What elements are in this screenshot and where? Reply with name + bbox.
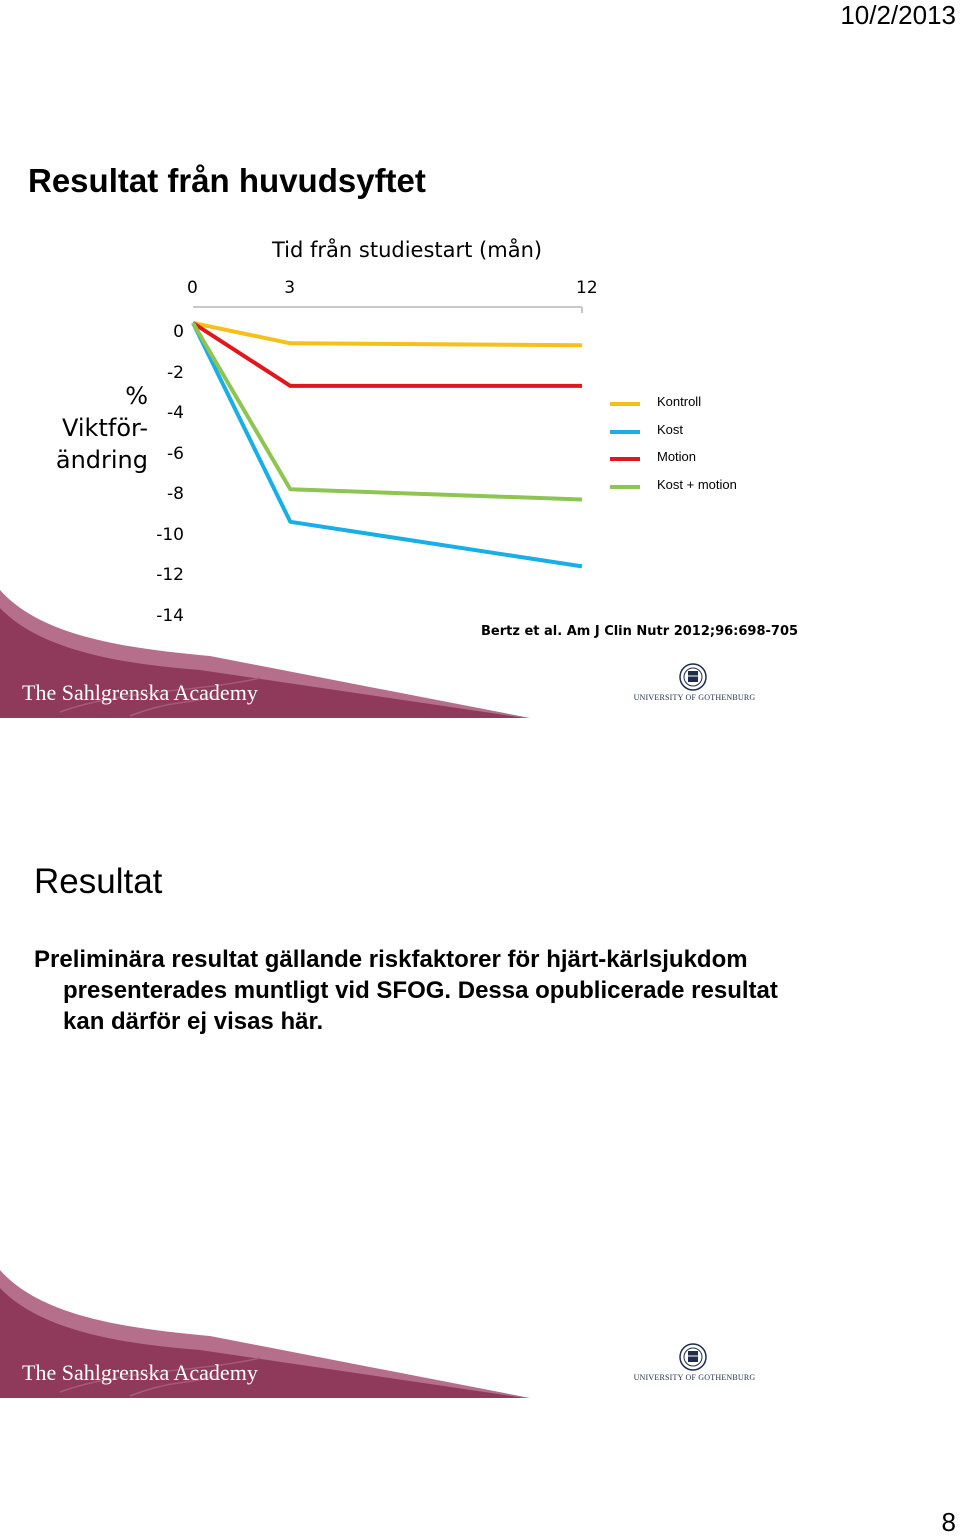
university-logo	[632, 1342, 757, 1382]
y-tick-label: -8	[167, 484, 184, 505]
sahlgrenska-wordmark: The Sahlgrenska Academy	[22, 680, 258, 705]
legend-label: Motion	[657, 449, 697, 464]
sahlgrenska-wordmark: The Sahlgrenska Academy	[22, 1360, 258, 1385]
citation: Bertz et al. Am J Clin Nutr 2012;96:698-705	[481, 624, 799, 639]
page-number: 8	[941, 1507, 956, 1537]
legend-swatch	[610, 485, 640, 489]
footer-band-slide1	[0, 580, 960, 720]
university-seal-icon	[632, 662, 757, 694]
legend-swatch	[610, 457, 640, 461]
series-line-4	[193, 323, 582, 500]
university-seal-icon	[632, 1342, 757, 1374]
series-line-3	[193, 323, 582, 386]
y-tick-label: 0	[173, 322, 184, 342]
legend-swatch	[610, 402, 640, 406]
y-tick-label: -12	[156, 565, 184, 586]
y-tick-label: -4	[167, 403, 184, 424]
y-tick-label: -2	[167, 362, 184, 383]
footer-band-slide2	[0, 1260, 960, 1400]
university-name: UNIVERSITY OF GOTHENBURG	[633, 1373, 756, 1382]
university-logo	[632, 662, 757, 702]
y-axis-label: % Viktför-ändring	[55, 382, 148, 474]
slide2-body-text: Preliminära resultat gällande riskfaktorer för hjärt-kärlsjukdom presenterades muntligt vid SFOG. Dessa opublicerade resultat kan därför ej visas här.	[34, 946, 778, 1035]
y-tick-label: -6	[167, 443, 184, 464]
series-group	[193, 323, 582, 566]
y-tick-label: -14	[156, 606, 184, 626]
university-name: UNIVERSITY OF GOTHENBURG	[633, 693, 756, 702]
legend-swatch	[610, 430, 640, 434]
date-header: 10/2/2013	[840, 0, 956, 30]
x-tick-label: 12	[576, 278, 598, 298]
y-tick-label: -10	[156, 524, 184, 545]
legend-label: Kost	[657, 421, 684, 437]
series-line-1	[193, 323, 582, 345]
slide2-title: Resultat	[34, 862, 163, 901]
slide-title: Resultat från huvudsyftet	[28, 162, 426, 199]
legend-label: Kost + motion	[657, 476, 737, 492]
x-tick-label: 3	[284, 278, 296, 298]
x-tick-label: 0	[187, 278, 198, 298]
legend-label: Kontroll	[657, 394, 702, 409]
x-axis-label: Tid från studiestart (mån)	[272, 238, 543, 262]
